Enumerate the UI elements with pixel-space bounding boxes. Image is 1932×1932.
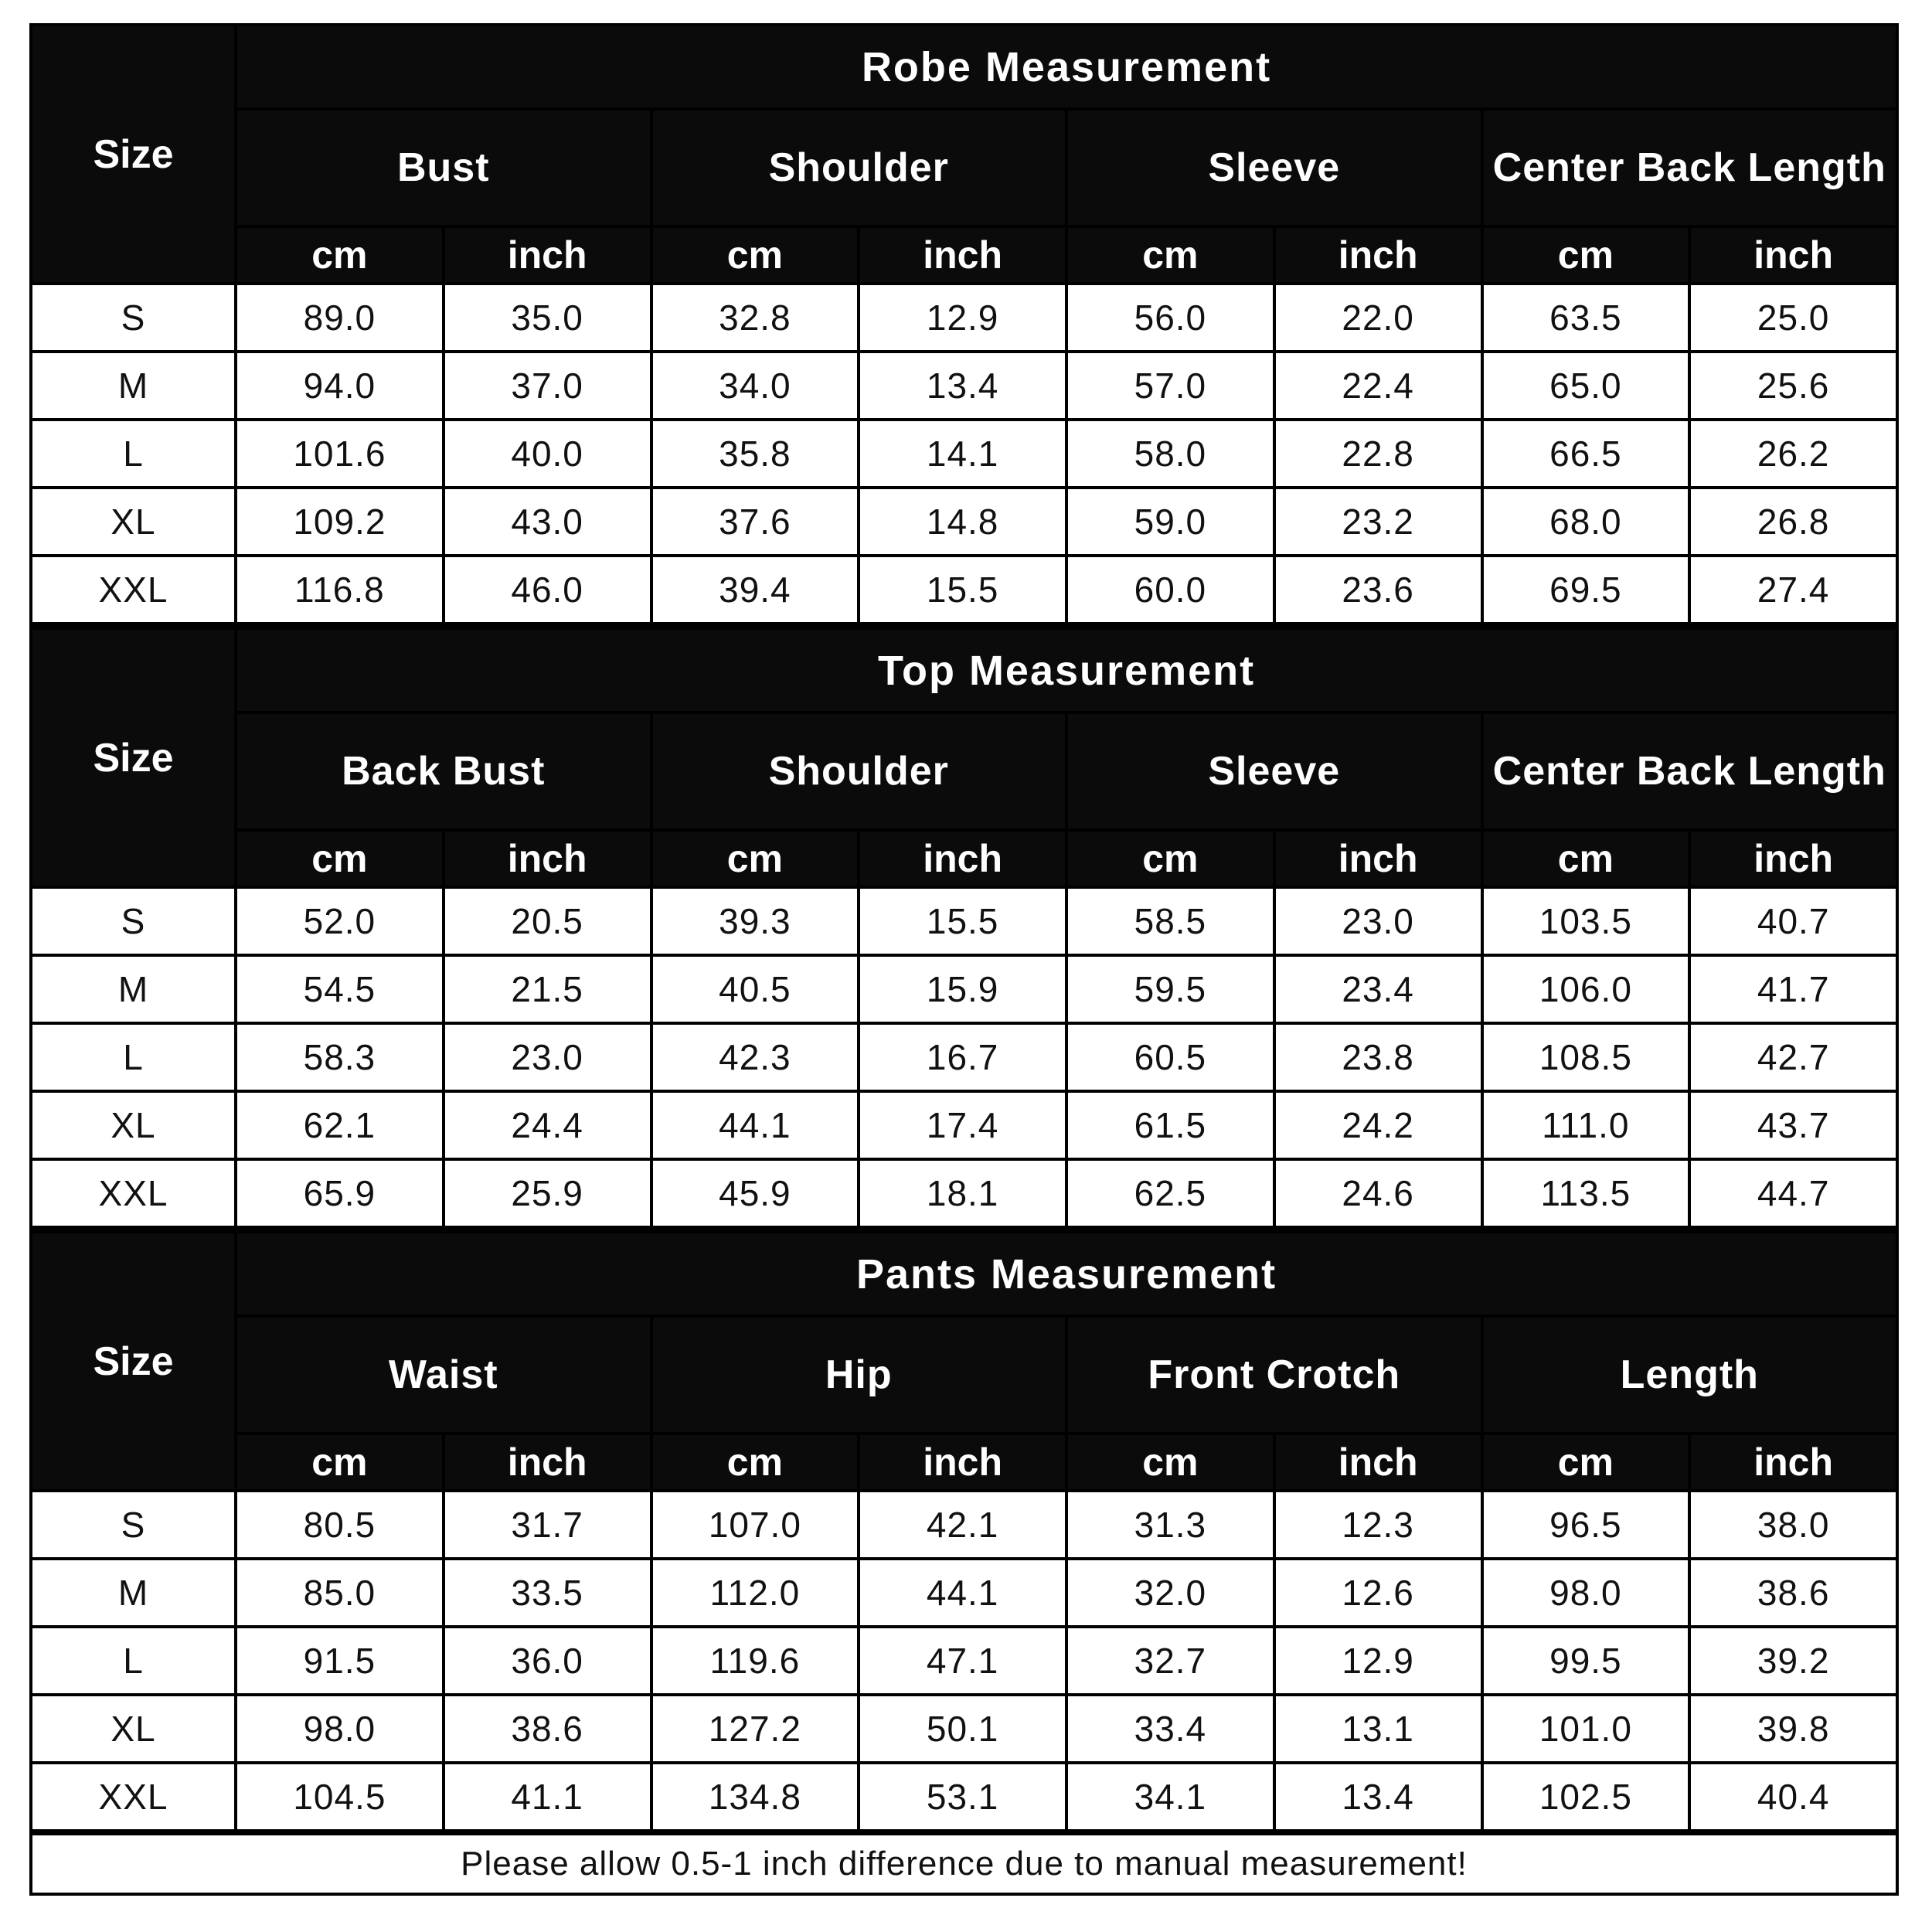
measurement-value-cell: 42.1	[859, 1491, 1066, 1559]
measurement-value-cell: 22.0	[1274, 284, 1482, 352]
unit-header-cm: cm	[1066, 830, 1274, 887]
measurement-value-cell: 45.9	[651, 1159, 859, 1227]
unit-row	[31, 830, 1897, 887]
measurement-value-cell: 22.8	[1274, 420, 1482, 488]
measurement-value-cell: 13.1	[1274, 1695, 1482, 1763]
measurement-value-cell: 23.8	[1274, 1023, 1482, 1091]
unit-header-inch: inch	[1689, 226, 1897, 284]
unit-header-inch: inch	[444, 1434, 651, 1491]
pants-measurement-table	[29, 1229, 1899, 1832]
size-cell: XL	[31, 1091, 236, 1159]
unit-header-inch: inch	[1274, 830, 1482, 887]
measurement-value-cell: 53.1	[859, 1763, 1066, 1831]
measurement-value-cell: 66.5	[1482, 420, 1690, 488]
section-title-row	[31, 628, 1897, 713]
measurement-value-cell: 104.5	[236, 1763, 444, 1831]
measurement-value-cell: 85.0	[236, 1559, 444, 1627]
measurement-value-cell: 33.5	[444, 1559, 651, 1627]
measurement-value-cell: 63.5	[1482, 284, 1690, 352]
unit-header-cm: cm	[651, 830, 859, 887]
measurement-value-cell: 80.5	[236, 1491, 444, 1559]
measurement-value-cell: 68.0	[1482, 488, 1690, 556]
measurement-value-cell: 58.5	[1066, 887, 1274, 955]
measurement-value-cell: 59.0	[1066, 488, 1274, 556]
unit-header-cm: cm	[1066, 1434, 1274, 1491]
size-cell: XL	[31, 488, 236, 556]
measurement-value-cell: 98.0	[236, 1695, 444, 1763]
measurement-value-cell: 39.2	[1689, 1627, 1897, 1695]
unit-row	[31, 1434, 1897, 1491]
measurement-group-header: Center Back Length	[1482, 109, 1898, 226]
measurement-value-cell: 23.6	[1274, 556, 1482, 624]
measurement-value-cell: 12.9	[859, 284, 1066, 352]
unit-header-cm: cm	[1482, 226, 1690, 284]
top-measurement-table	[29, 625, 1899, 1229]
measurement-group-header: Hip	[651, 1316, 1067, 1434]
size-cell: M	[31, 352, 236, 420]
measurement-value-cell: 116.8	[236, 556, 444, 624]
table-row	[31, 1159, 1897, 1227]
measurement-value-cell: 44.1	[651, 1091, 859, 1159]
measurement-group-header: Sleeve	[1066, 713, 1482, 830]
size-column-header: Size	[31, 25, 236, 284]
measurement-value-cell: 23.0	[444, 1023, 651, 1091]
unit-header-inch: inch	[444, 226, 651, 284]
measurement-value-cell: 112.0	[651, 1559, 859, 1627]
measurement-group-row	[31, 1316, 1897, 1434]
measurement-group-row	[31, 713, 1897, 830]
measurement-value-cell: 40.0	[444, 420, 651, 488]
measurement-value-cell: 31.3	[1066, 1491, 1274, 1559]
measurement-value-cell: 23.0	[1274, 887, 1482, 955]
measurement-value-cell: 37.0	[444, 352, 651, 420]
measurement-value-cell: 43.7	[1689, 1091, 1897, 1159]
unit-header-cm: cm	[236, 1434, 444, 1491]
unit-header-inch: inch	[859, 226, 1066, 284]
section-title-row	[31, 1231, 1897, 1316]
measurement-value-cell: 39.8	[1689, 1695, 1897, 1763]
measurement-value-cell: 16.7	[859, 1023, 1066, 1091]
measurement-value-cell: 89.0	[236, 284, 444, 352]
measurement-value-cell: 40.5	[651, 955, 859, 1023]
measurement-value-cell: 46.0	[444, 556, 651, 624]
measurement-value-cell: 37.6	[651, 488, 859, 556]
unit-header-inch: inch	[1689, 1434, 1897, 1491]
measurement-value-cell: 65.0	[1482, 352, 1690, 420]
size-chart	[29, 23, 1896, 1896]
measurement-value-cell: 61.5	[1066, 1091, 1274, 1159]
measurement-value-cell: 119.6	[651, 1627, 859, 1695]
measurement-value-cell: 15.5	[859, 556, 1066, 624]
measurement-value-cell: 13.4	[1274, 1763, 1482, 1831]
table-row	[31, 1627, 1897, 1695]
measurement-value-cell: 103.5	[1482, 887, 1690, 955]
measurement-value-cell: 102.5	[1482, 1763, 1690, 1831]
measurement-value-cell: 24.6	[1274, 1159, 1482, 1227]
measurement-value-cell: 35.8	[651, 420, 859, 488]
table-row	[31, 488, 1897, 556]
measurement-value-cell: 25.6	[1689, 352, 1897, 420]
measurement-value-cell: 32.7	[1066, 1627, 1274, 1695]
measurement-value-cell: 23.4	[1274, 955, 1482, 1023]
measurement-value-cell: 47.1	[859, 1627, 1066, 1695]
measurement-value-cell: 33.4	[1066, 1695, 1274, 1763]
table-row	[31, 284, 1897, 352]
measurement-value-cell: 44.7	[1689, 1159, 1897, 1227]
measurement-value-cell: 134.8	[651, 1763, 859, 1831]
unit-header-cm: cm	[1482, 1434, 1690, 1491]
section-title: Pants Measurement	[236, 1231, 1897, 1316]
measurement-value-cell: 50.1	[859, 1695, 1066, 1763]
measurement-value-cell: 107.0	[651, 1491, 859, 1559]
table-row	[31, 556, 1897, 624]
measurement-value-cell: 12.6	[1274, 1559, 1482, 1627]
measurement-value-cell: 18.1	[859, 1159, 1066, 1227]
measurement-value-cell: 26.2	[1689, 420, 1897, 488]
measurement-value-cell: 22.4	[1274, 352, 1482, 420]
measurement-value-cell: 44.1	[859, 1559, 1066, 1627]
measurement-value-cell: 106.0	[1482, 955, 1690, 1023]
table-row	[31, 1559, 1897, 1627]
measurement-value-cell: 39.3	[651, 887, 859, 955]
measurement-group-header: Sleeve	[1066, 109, 1482, 226]
unit-header-inch: inch	[859, 1434, 1066, 1491]
size-cell: S	[31, 887, 236, 955]
measurement-value-cell: 62.5	[1066, 1159, 1274, 1227]
measurement-value-cell: 15.9	[859, 955, 1066, 1023]
measurement-value-cell: 58.3	[236, 1023, 444, 1091]
measurement-value-cell: 52.0	[236, 887, 444, 955]
measurement-note: Please allow 0.5-1 inch difference due to manual measurement!	[31, 1834, 1897, 1894]
table-row	[31, 1695, 1897, 1763]
measurement-value-cell: 35.0	[444, 284, 651, 352]
unit-header-cm: cm	[651, 226, 859, 284]
size-cell: L	[31, 1627, 236, 1695]
measurement-group-header: Back Bust	[236, 713, 651, 830]
table-row	[31, 887, 1897, 955]
table-row	[31, 1023, 1897, 1091]
size-cell: S	[31, 1491, 236, 1559]
measurement-value-cell: 38.6	[444, 1695, 651, 1763]
measurement-value-cell: 15.5	[859, 887, 1066, 955]
measurement-value-cell: 12.3	[1274, 1491, 1482, 1559]
measurement-value-cell: 23.2	[1274, 488, 1482, 556]
unit-header-inch: inch	[444, 830, 651, 887]
measurement-value-cell: 62.1	[236, 1091, 444, 1159]
measurement-value-cell: 39.4	[651, 556, 859, 624]
size-cell: XXL	[31, 1159, 236, 1227]
measurement-value-cell: 32.8	[651, 284, 859, 352]
size-cell: L	[31, 420, 236, 488]
measurement-value-cell: 58.0	[1066, 420, 1274, 488]
measurement-value-cell: 65.9	[236, 1159, 444, 1227]
measurement-value-cell: 24.2	[1274, 1091, 1482, 1159]
robe-measurement-table	[29, 23, 1899, 625]
unit-row	[31, 226, 1897, 284]
unit-header-inch: inch	[1274, 226, 1482, 284]
measurement-value-cell: 43.0	[444, 488, 651, 556]
measurement-value-cell: 111.0	[1482, 1091, 1690, 1159]
size-cell: XL	[31, 1695, 236, 1763]
measurement-value-cell: 59.5	[1066, 955, 1274, 1023]
table-row	[31, 1091, 1897, 1159]
size-cell: L	[31, 1023, 236, 1091]
measurement-value-cell: 17.4	[859, 1091, 1066, 1159]
measurement-value-cell: 25.9	[444, 1159, 651, 1227]
measurement-value-cell: 94.0	[236, 352, 444, 420]
unit-header-cm: cm	[651, 1434, 859, 1491]
measurement-value-cell: 34.1	[1066, 1763, 1274, 1831]
table-row	[31, 352, 1897, 420]
table-row	[31, 420, 1897, 488]
size-cell: M	[31, 1559, 236, 1627]
measurement-value-cell: 21.5	[444, 955, 651, 1023]
measurement-value-cell: 127.2	[651, 1695, 859, 1763]
measurement-group-header: Shoulder	[651, 713, 1067, 830]
unit-header-cm: cm	[1482, 830, 1690, 887]
measurement-value-cell: 41.7	[1689, 955, 1897, 1023]
measurement-value-cell: 60.0	[1066, 556, 1274, 624]
measurement-value-cell: 34.0	[651, 352, 859, 420]
measurement-value-cell: 101.6	[236, 420, 444, 488]
unit-header-cm: cm	[236, 830, 444, 887]
measurement-value-cell: 38.6	[1689, 1559, 1897, 1627]
table-row	[31, 955, 1897, 1023]
measurement-value-cell: 40.7	[1689, 887, 1897, 955]
measurement-group-header: Bust	[236, 109, 651, 226]
note-table	[29, 1832, 1899, 1896]
section-title: Robe Measurement	[236, 25, 1897, 109]
measurement-value-cell: 42.3	[651, 1023, 859, 1091]
measurement-value-cell: 14.1	[859, 420, 1066, 488]
measurement-value-cell: 109.2	[236, 488, 444, 556]
measurement-value-cell: 12.9	[1274, 1627, 1482, 1695]
size-column-header: Size	[31, 1231, 236, 1491]
measurement-value-cell: 20.5	[444, 887, 651, 955]
measurement-value-cell: 108.5	[1482, 1023, 1690, 1091]
unit-header-inch: inch	[1274, 1434, 1482, 1491]
measurement-value-cell: 36.0	[444, 1627, 651, 1695]
measurement-value-cell: 99.5	[1482, 1627, 1690, 1695]
measurement-value-cell: 31.7	[444, 1491, 651, 1559]
measurement-value-cell: 101.0	[1482, 1695, 1690, 1763]
measurement-value-cell: 42.7	[1689, 1023, 1897, 1091]
measurement-value-cell: 91.5	[236, 1627, 444, 1695]
size-cell: S	[31, 284, 236, 352]
measurement-value-cell: 57.0	[1066, 352, 1274, 420]
measurement-value-cell: 24.4	[444, 1091, 651, 1159]
measurement-group-header: Waist	[236, 1316, 651, 1434]
measurement-value-cell: 32.0	[1066, 1559, 1274, 1627]
measurement-value-cell: 54.5	[236, 955, 444, 1023]
table-row	[31, 1763, 1897, 1831]
measurement-group-header: Front Crotch	[1066, 1316, 1482, 1434]
measurement-value-cell: 98.0	[1482, 1559, 1690, 1627]
measurement-group-header: Shoulder	[651, 109, 1067, 226]
measurement-value-cell: 60.5	[1066, 1023, 1274, 1091]
measurement-group-header: Length	[1482, 1316, 1898, 1434]
section-title: Top Measurement	[236, 628, 1897, 713]
size-cell: XXL	[31, 556, 236, 624]
measurement-group-row	[31, 109, 1897, 226]
size-column-header: Size	[31, 628, 236, 887]
measurement-value-cell: 40.4	[1689, 1763, 1897, 1831]
measurement-value-cell: 14.8	[859, 488, 1066, 556]
measurement-value-cell: 26.8	[1689, 488, 1897, 556]
measurement-value-cell: 113.5	[1482, 1159, 1690, 1227]
unit-header-cm: cm	[236, 226, 444, 284]
size-cell: XXL	[31, 1763, 236, 1831]
size-cell: M	[31, 955, 236, 1023]
measurement-value-cell: 38.0	[1689, 1491, 1897, 1559]
measurement-value-cell: 41.1	[444, 1763, 651, 1831]
unit-header-inch: inch	[1689, 830, 1897, 887]
unit-header-cm: cm	[1066, 226, 1274, 284]
measurement-group-header: Center Back Length	[1482, 713, 1898, 830]
measurement-value-cell: 13.4	[859, 352, 1066, 420]
measurement-value-cell: 27.4	[1689, 556, 1897, 624]
table-row	[31, 1491, 1897, 1559]
unit-header-inch: inch	[859, 830, 1066, 887]
measurement-value-cell: 25.0	[1689, 284, 1897, 352]
measurement-value-cell: 96.5	[1482, 1491, 1690, 1559]
measurement-value-cell: 56.0	[1066, 284, 1274, 352]
section-title-row	[31, 25, 1897, 109]
measurement-value-cell: 69.5	[1482, 556, 1690, 624]
